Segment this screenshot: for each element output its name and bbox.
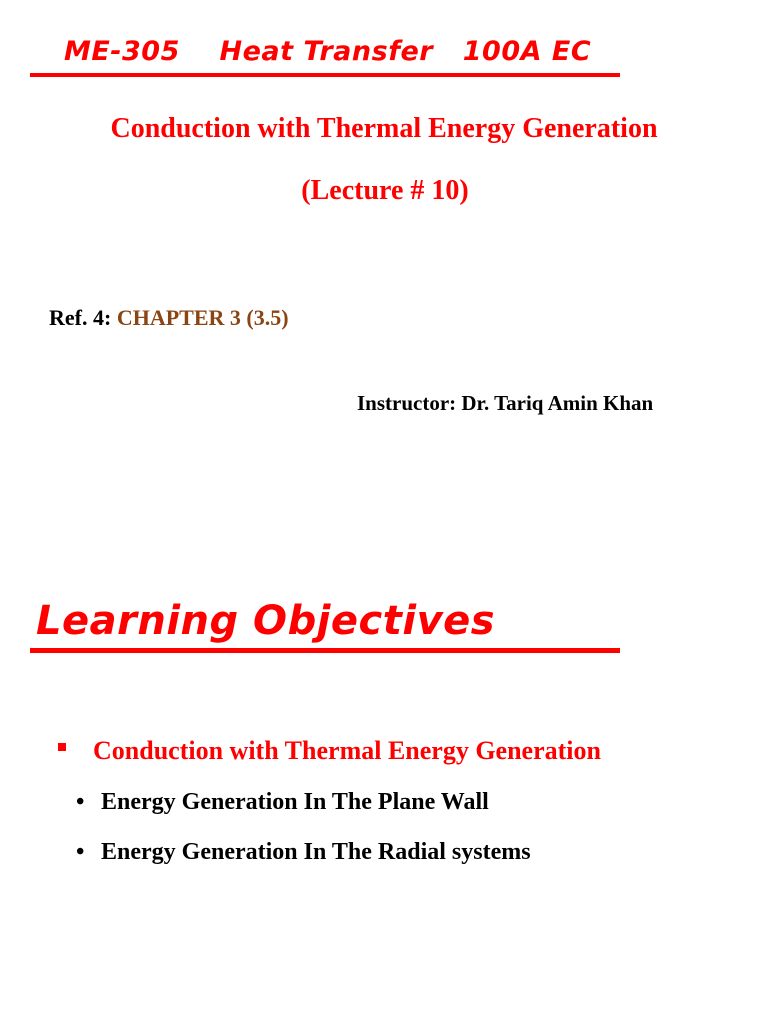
learning-objectives-heading: Learning Objectives xyxy=(36,598,496,644)
instructor-name: Instructor: Dr. Tariq Amin Khan xyxy=(357,391,654,415)
main-objective: Conduction with Thermal Energy Generation xyxy=(93,736,601,765)
objectives-underline xyxy=(30,648,620,653)
reference-chapter: CHAPTER 3 (3.5) xyxy=(116,305,289,330)
list-item xyxy=(76,839,531,866)
reference-line xyxy=(49,305,289,331)
lecture-title: Conduction with Thermal Energy Generation xyxy=(110,113,658,144)
course-header: ME-305 Heat Transfer 100A EC xyxy=(64,36,592,67)
round-bullet-icon: • xyxy=(76,789,85,815)
reference-label: Ref. 4: xyxy=(49,305,117,330)
list-item xyxy=(76,789,489,816)
square-bullet-icon xyxy=(58,743,66,751)
list-item-label: Energy Generation In The Radial systems xyxy=(101,839,531,865)
list-item-label: Energy Generation In The Plane Wall xyxy=(101,789,489,815)
lecture-number: (Lecture # 10) xyxy=(301,175,469,206)
round-bullet-icon: • xyxy=(76,839,85,865)
header-underline xyxy=(30,73,620,77)
